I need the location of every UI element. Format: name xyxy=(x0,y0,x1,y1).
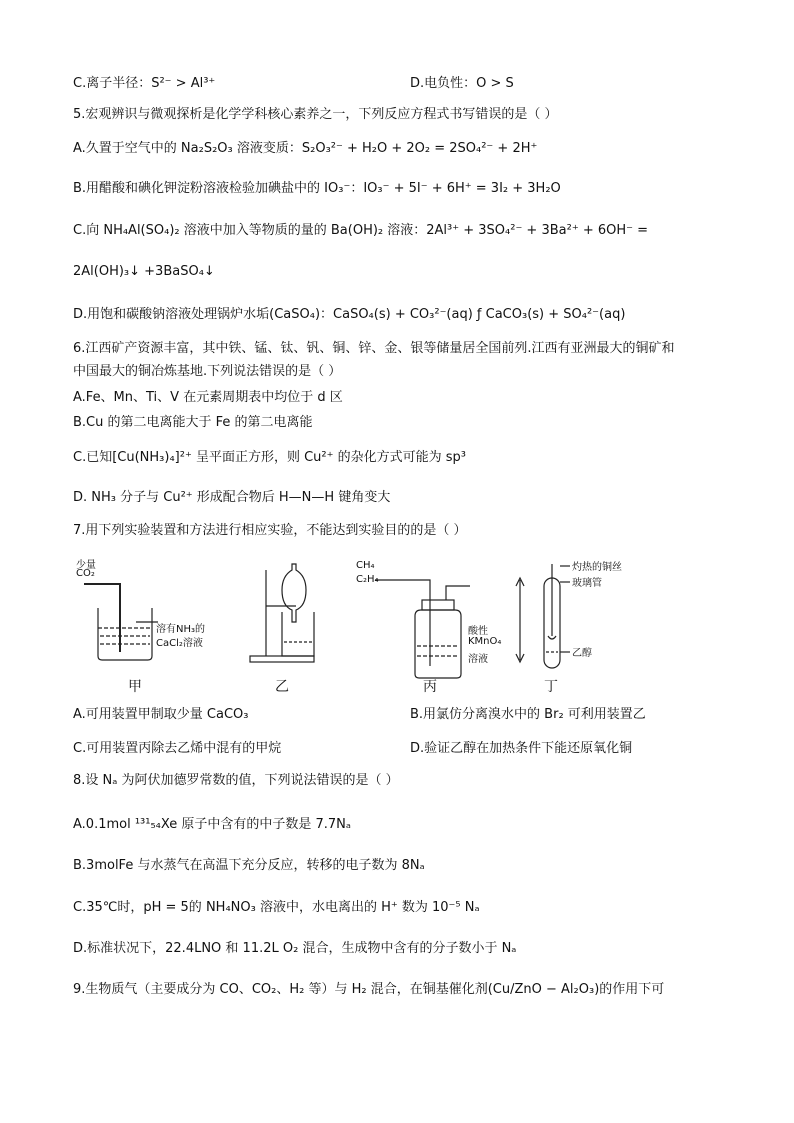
q5-option-a: A.久置于空气中的 Na₂S₂O₃ 溶液变质：S₂O₃²⁻ + H₂O + 2O₂ = 2SO₄²⁻ + 2H⁺ xyxy=(73,141,538,156)
question-8: 8.设 Nₐ 为阿伏加德罗常数的值，下列说法错误的是（ ） xyxy=(73,773,399,788)
q8-option-b: B.3molFe 与水蒸气在高温下充分反应，转移的电子数为 8Nₐ xyxy=(73,858,425,873)
question-6: 6.江西矿产资源丰富，其中铁、锰、钛、钒、铜、锌、金、银等储量居全国前列.江西有亚洲最大的铜矿和 xyxy=(73,341,675,356)
bing-solution-label-2: KMnO₄ xyxy=(468,636,502,647)
q7-option-c: C.可用装置丙除去乙烯中混有的甲烷 xyxy=(73,741,282,756)
label-yi: 乙 xyxy=(275,679,289,695)
option-d-electronegativity: D.电负性：O > S xyxy=(410,76,514,91)
q8-option-a: A.0.1mol ¹³¹₅₄Xe 原子中含有的中子数是 7.7Nₐ xyxy=(73,817,351,832)
question-6-cont: 中国最大的铜冶炼基地.下列说法错误的是（ ） xyxy=(73,364,342,379)
bing-solution-label-3: 溶液 xyxy=(468,654,488,665)
ding-glass-tube-label: 玻璃管 xyxy=(572,578,602,589)
q5-option-d: D.用饱和碳酸钠溶液处理锅炉水垢(CaSO₄)：CaSO₄(s) + CO₃²⁻(aq) ƒ CaCO₃(s) + SO₄²⁻(aq) xyxy=(73,307,626,322)
ding-ethanol-label: 乙醇 xyxy=(572,648,592,659)
jia-solution-label-2: CaCl₂溶液 xyxy=(156,638,203,649)
jia-gas-label-2: CO₂ xyxy=(76,568,95,579)
bing-solution-label: 酸性 xyxy=(468,626,488,637)
label-jia: 甲 xyxy=(128,679,142,695)
jia-gas-label: 少量 xyxy=(76,560,96,571)
jia-solution-label: 溶有NH₃的 xyxy=(156,624,206,635)
label-bing: 丙 xyxy=(423,679,437,695)
q5-option-b: B.用醋酸和碘化钾淀粉溶液检验加碘盐中的 IO₃⁻：IO₃⁻ + 5I⁻ + 6H⁺ = 3I₂ + 3H₂O xyxy=(73,181,561,196)
option-c-radius: C.离子半径：S²⁻ > Al³⁺ xyxy=(73,76,216,91)
apparatus-diagram xyxy=(70,556,730,696)
label-ding: 丁 xyxy=(544,679,558,695)
ding-copper-wire-label: 灼热的铜丝 xyxy=(572,562,622,573)
q6-option-d: D. NH₃ 分子与 Cu²⁺ 形成配合物后 H—N—H 键角变大 xyxy=(73,490,391,505)
question-5: 5.宏观辨识与微观探析是化学学科核心素养之一，下列反应方程式书写错误的是（ ） xyxy=(73,107,558,122)
bing-gas-label: CH₄ xyxy=(356,560,375,571)
q8-option-c: C.35℃时，pH = 5的 NH₄NO₃ 溶液中，水电离出的 H⁺ 数为 10⁻⁵ Nₐ xyxy=(73,900,480,915)
q7-option-a: A.可用装置甲制取少量 CaCO₃ xyxy=(73,707,249,722)
bing-gas-label-2: C₂H₄ xyxy=(356,574,379,585)
q6-option-b: B.Cu 的第二电离能大于 Fe 的第二电离能 xyxy=(73,415,313,430)
q5-option-c-cont: 2Al(OH)₃↓ +3BaSO₄↓ xyxy=(73,264,215,279)
q7-option-b: B.用氯仿分离溴水中的 Br₂ 可利用装置乙 xyxy=(410,707,646,722)
q5-option-c: C.向 NH₄Al(SO₄)₂ 溶液中加入等物质的量的 Ba(OH)₂ 溶液：2Al³⁺ + 3SO₄²⁻ + 3Ba²⁺ + 6OH⁻ = xyxy=(73,223,649,238)
question-7: 7.用下列实验装置和方法进行相应实验，不能达到实验目的的是（ ） xyxy=(73,523,467,538)
q6-option-a: A.Fe、Mn、Ti、V 在元素周期表中均位于 d 区 xyxy=(73,390,343,405)
q6-option-c: C.已知[Cu(NH₃)₄]²⁺ 呈平面正方形，则 Cu²⁺ 的杂化方式可能为 sp³ xyxy=(73,450,466,465)
q8-option-d: D.标准状况下，22.4LNO 和 11.2L O₂ 混合，生成物中含有的分子数小于 Nₐ xyxy=(73,941,517,956)
question-9: 9.生物质气（主要成分为 CO、CO₂、H₂ 等）与 H₂ 混合，在铜基催化剂(Cu/ZnO − Al₂O₃)的作用下可 xyxy=(73,982,665,997)
q7-option-d: D.验证乙醇在加热条件下能还原氧化铜 xyxy=(410,741,633,756)
